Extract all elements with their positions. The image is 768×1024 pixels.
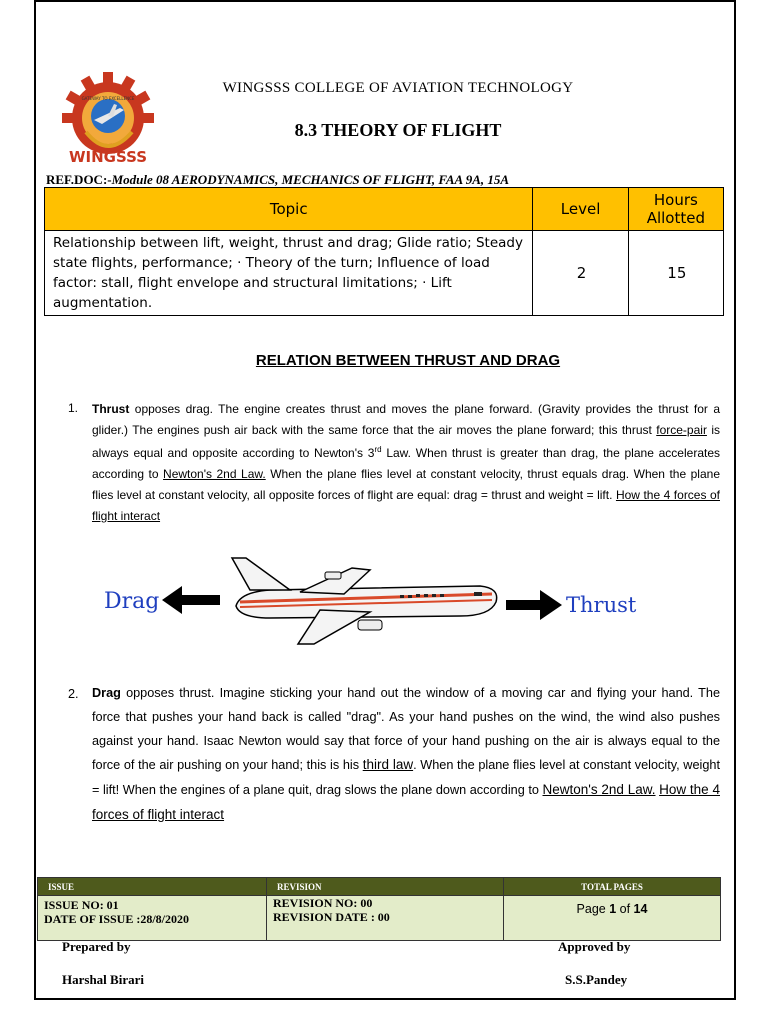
item-1-text: Law. When thrust is greater than drag, the plane accelerates according to bbox=[92, 446, 720, 482]
forces-interact-link[interactable]: How the 4 forces of flight interact bbox=[92, 487, 720, 523]
item-2-number: 2. bbox=[68, 687, 79, 701]
item-2-bold: Drag bbox=[92, 686, 121, 700]
thrust-label: Thrust bbox=[566, 593, 637, 617]
drag-label: Drag bbox=[104, 589, 160, 614]
revision-cell bbox=[267, 896, 504, 941]
approved-by-name: S.S.Pandey bbox=[565, 972, 628, 987]
item-1-text: is always equal and opposite according to Newton's 3 bbox=[92, 422, 720, 461]
topic-cell: Relationship between lift, weight, thrust and drag; Glide ratio; Steady state flights, performance; · Theory of the turn; Influence of load factor: stall, flight envelope and structural limitations; · Lift augmentation. bbox=[45, 231, 533, 316]
prepared-by-name: Harshal Birari bbox=[62, 972, 144, 987]
page-prefix: Page bbox=[576, 902, 610, 916]
issue-header: ISSUE bbox=[38, 878, 267, 896]
page-count-cell bbox=[504, 896, 721, 941]
forces-interact-link[interactable]: How the 4 forces of flight interact bbox=[92, 782, 720, 822]
third-law-link[interactable]: third law bbox=[362, 757, 414, 773]
item-1-bold: Thrust bbox=[92, 402, 130, 416]
revision-number: REVISION NO: 00 bbox=[273, 896, 373, 910]
revision-header: REVISION bbox=[267, 878, 504, 896]
issue-cell bbox=[38, 896, 267, 941]
issue-number: ISSUE NO: 01 bbox=[44, 898, 119, 912]
issue-date: DATE OF ISSUE :28/8/2020 bbox=[44, 912, 190, 926]
ref-value: Module 08 AERODYNAMICS, MECHANICS OF FLIGHT, FAA 9A, 15A bbox=[111, 172, 510, 187]
prepared-by-label: Prepared by bbox=[62, 939, 131, 954]
force-pair-link[interactable]: force-pair bbox=[656, 422, 707, 437]
newtons-2nd-law-link[interactable]: Newton's 2nd Law. bbox=[542, 782, 656, 798]
approved-by-label: Approved by bbox=[558, 939, 631, 954]
section-title: RELATION BETWEEN THRUST AND DRAG bbox=[255, 352, 561, 369]
logo-tagline: GATEWAY TO EXCELLENCE bbox=[81, 96, 135, 101]
topic-header: Topic bbox=[45, 188, 533, 231]
page-total: 14 bbox=[633, 902, 648, 916]
hours-header: Hours Allotted bbox=[628, 188, 723, 231]
newtons-2nd-law-link[interactable]: Newton's 2nd Law. bbox=[163, 467, 266, 482]
item-1-text: opposes drag. The engine creates thrust and moves the plane forward. (Gravity provides the thrust for a glider.) The engines push air back with the same force that the air moves the plane forward; this thrust bbox=[92, 402, 720, 437]
item-1-text: When the plane flies level at constant velocity, thrust equals drag. When the plane flies level at constant velocity, all opposite forces of flight are equal: drag = thrust and weight = lift. bbox=[92, 467, 720, 502]
hours-cell: 15 bbox=[628, 231, 723, 316]
item-2-paragraph bbox=[92, 682, 720, 828]
item-1-sup: rd bbox=[374, 445, 382, 455]
document-control-table bbox=[37, 877, 721, 941]
item-2-text: . When the plane flies level at constant velocity, weight = lift! When the engines of a plane quit, drag slows the plane down according to bbox=[92, 758, 720, 798]
module-title: 8.3 THEORY OF FLIGHT bbox=[294, 120, 502, 140]
ref-label: REF.DOC:- bbox=[46, 172, 112, 187]
reference-document bbox=[46, 172, 509, 188]
page-current: 1 bbox=[609, 902, 617, 916]
revision-date: REVISION DATE : 00 bbox=[273, 910, 390, 924]
thrust-drag-diagram bbox=[100, 548, 660, 648]
page-of: of bbox=[616, 902, 634, 916]
level-cell: 2 bbox=[533, 231, 628, 316]
college-name: WINGSSS COLLEGE OF AVIATION TECHNOLOGY bbox=[222, 80, 574, 96]
item-2-text: opposes thrust. Imagine sticking your hand out the window of a moving car and flying your hand. The force that pushes your hand back is called "drag". As your hand pushes on the wind, the wind also pushes against your hand. Isaac Newton would say that force of your hand pushing on the air is always equal to the force of the air pushing on your hand; this is his bbox=[92, 686, 720, 773]
level-header: Level bbox=[533, 188, 628, 231]
total-pages-header: TOTAL PAGES bbox=[504, 878, 721, 896]
right-arrow-icon bbox=[506, 590, 562, 620]
item-1-paragraph bbox=[92, 399, 720, 526]
left-arrow-icon bbox=[162, 586, 220, 614]
topics-table bbox=[44, 187, 724, 316]
item-1-number: 1. bbox=[68, 401, 79, 415]
logo-text: WINGSSS bbox=[68, 148, 148, 166]
airplane-icon bbox=[232, 558, 497, 644]
